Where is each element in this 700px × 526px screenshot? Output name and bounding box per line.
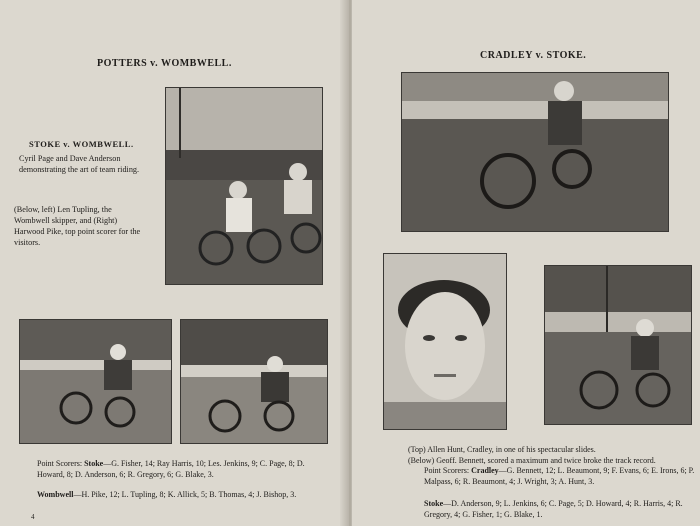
- photo-allen-hunt: [401, 72, 669, 232]
- photo-geoff-bennett: [383, 253, 507, 430]
- cradley-score-line: [424, 466, 696, 487]
- caption-top: (Top) Allen Hunt, Cradley, in one of his spectacular slides.: [408, 445, 596, 454]
- page-number: 4: [31, 513, 35, 521]
- right-page-title: CRADLEY v. STOKE.: [480, 50, 587, 61]
- photo-harwood-pike: [180, 319, 328, 444]
- wombwell-label: Wombwell: [37, 490, 74, 499]
- wombwell-scores: —H. Pike, 12; L. Tupling, 8; K. Allick, 5; B. Thomas, 4; J. Bishop, 3.: [73, 490, 297, 499]
- cradley-scores: —G. Bennett, 12; L. Beaumont, 9; F. Evans, 6; E. Irons, 6; P. Malpass, 6; R. Beaumont, 4; J. Wright, 3; A. Hunt, 3.: [424, 466, 695, 486]
- photo-rider-cornering: [544, 265, 692, 425]
- photo-team-riding: [165, 87, 323, 285]
- caption-below: (Below, left) Len Tupling, the Wombwell skipper, and (Right) Harwood Pike, top point scorer for the visitors.: [14, 205, 141, 247]
- stoke-scores: —D. Anderson, 9; L. Jenkins, 6; C. Page, 5; D. Howard, 4; R. Harris, 4; R. Gregory, 4; G. Fisher, 1; G. Blake, 1.: [424, 499, 683, 519]
- right-page: [352, 0, 700, 526]
- stoke-score-line: [37, 459, 327, 480]
- caption-below: (Below) Geoff. Bennett, scored a maximum and twice broke the track record.: [408, 455, 656, 465]
- stoke-label: Stoke: [84, 459, 104, 468]
- stoke-label: Stoke: [424, 499, 444, 508]
- left-page-title: POTTERS v. WOMBWELL.: [97, 58, 232, 69]
- caption-team-riding: Cyril Page and Dave Anderson demonstrating the art of team riding.: [19, 154, 140, 174]
- photo-captions: [408, 445, 694, 466]
- scorers-label: Point Scorers:: [424, 466, 470, 475]
- scorers-label: Point Scorers:: [37, 459, 83, 468]
- left-page: [0, 0, 348, 526]
- stoke-score-line: [424, 499, 696, 520]
- stoke-scores: —G. Fisher, 14; Ray Harris, 10; Les. Jenkins, 9; C. Page, 8; D. Howard, 8; D. Anderson, 6; R. Gregory, 6; G. Blake, 3.: [37, 459, 305, 479]
- wombwell-score-line: [37, 490, 327, 501]
- caption-heading: STOKE v. WOMBWELL.: [29, 139, 134, 149]
- photo-len-tupling: [19, 319, 172, 444]
- cradley-label: Cradley: [471, 466, 499, 475]
